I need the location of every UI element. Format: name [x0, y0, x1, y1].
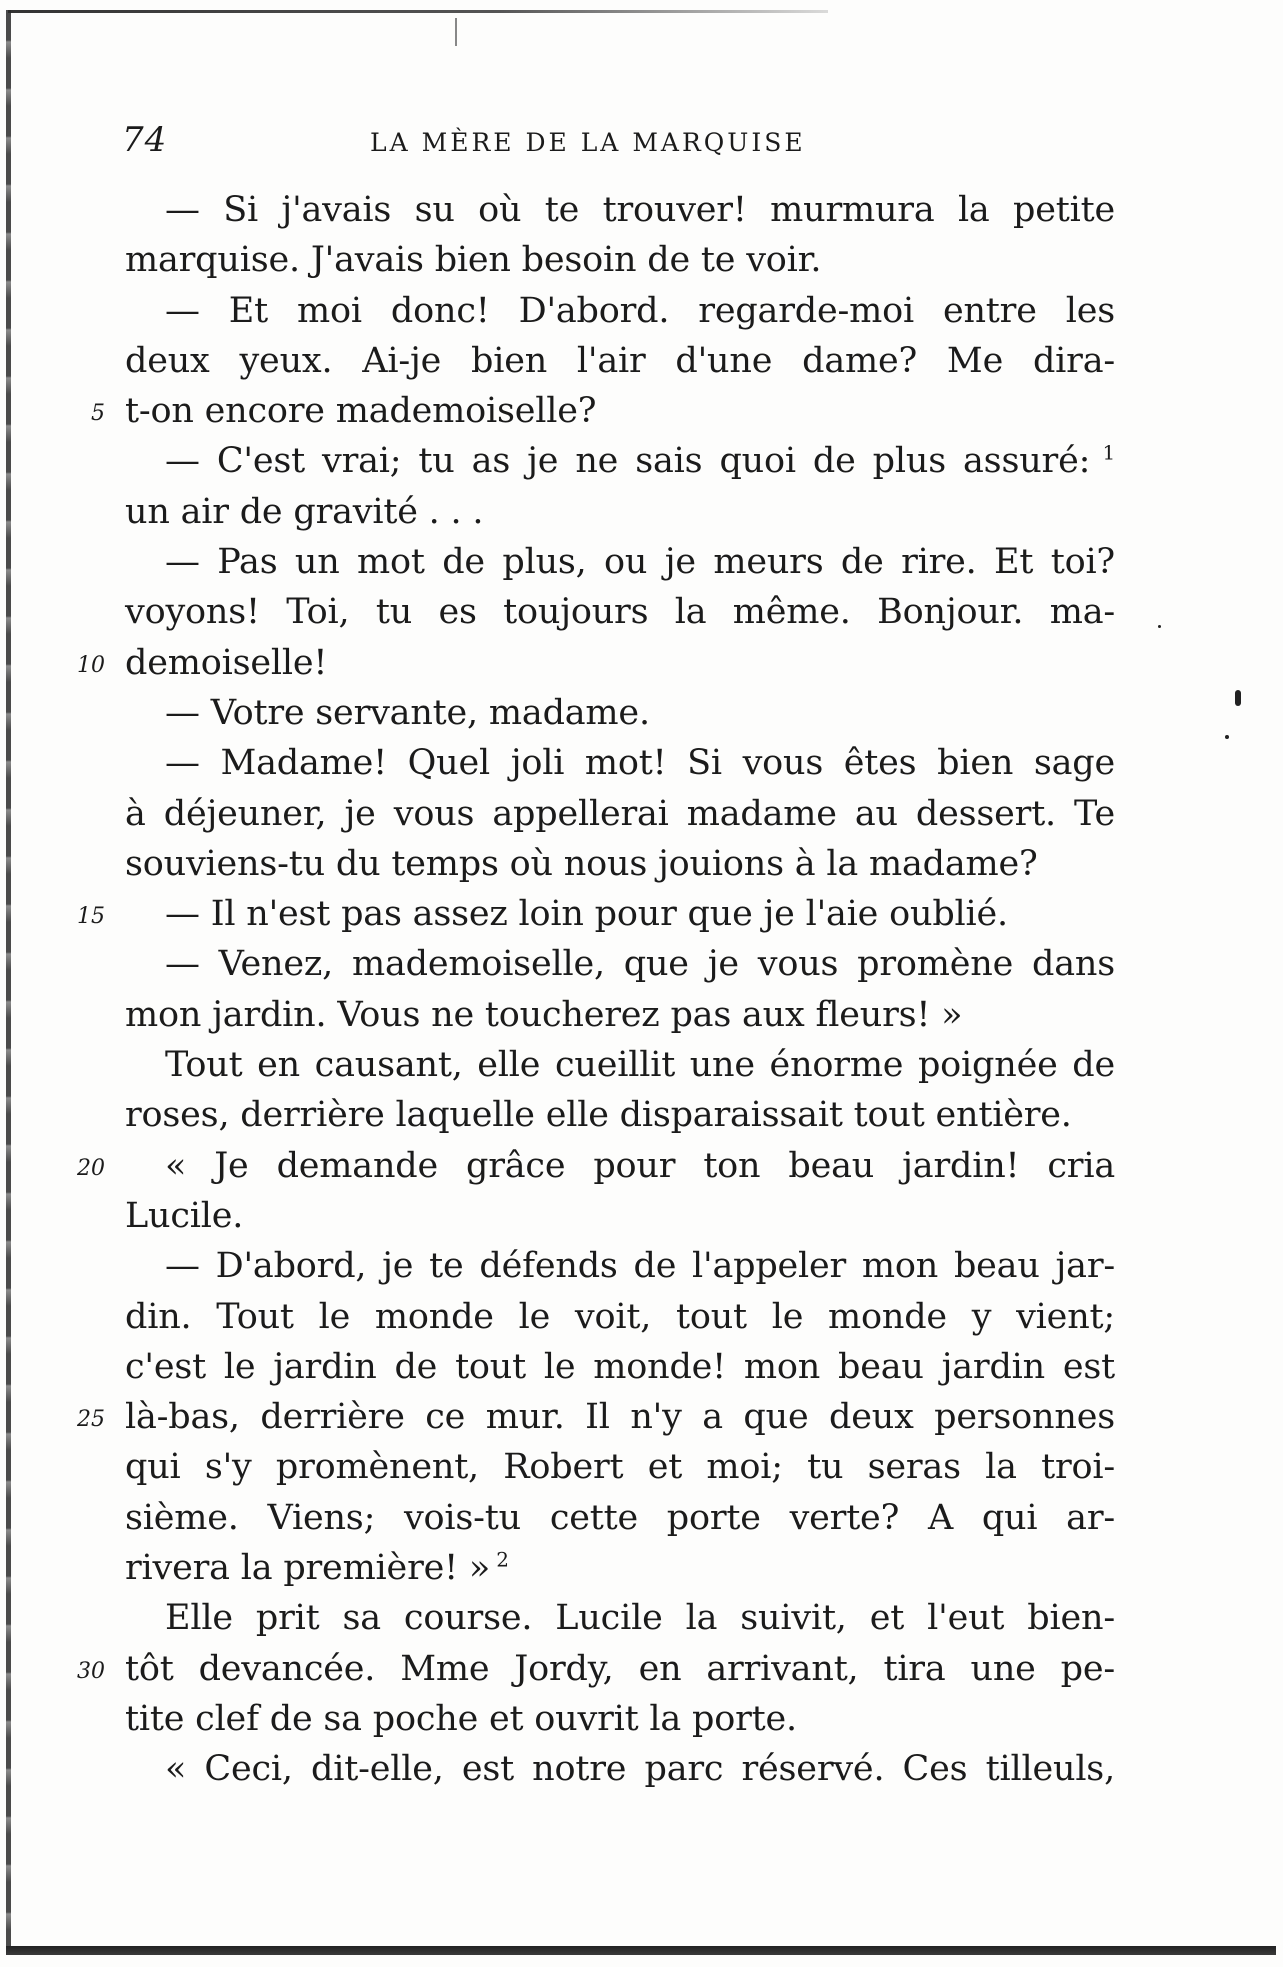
text-line	[125, 1241, 1115, 1291]
text-line	[125, 688, 1115, 738]
line-text	[125, 789, 1115, 839]
text-line	[125, 487, 1115, 537]
text-line	[125, 839, 1115, 889]
ink-speck	[1225, 735, 1229, 739]
line-text	[125, 839, 1115, 889]
line-text	[125, 738, 1115, 788]
footnote-marker: 1	[1090, 440, 1116, 465]
text-line	[125, 1342, 1115, 1392]
line-content: tite clef de sa poche et ouvrit la porte.	[125, 1698, 797, 1739]
line-content: tôt devancée. Mme Jordy, en arrivant, tira une pe-	[125, 1648, 1115, 1689]
line-text	[125, 1593, 1115, 1643]
line-number: 5	[91, 401, 105, 427]
line-content: — Il n'est pas assez loin pour que je l'aie oublié.	[165, 894, 1008, 935]
ink-speck	[1235, 690, 1241, 706]
text-line	[125, 185, 1115, 235]
line-content: t-on encore mademoiselle?	[125, 391, 597, 432]
line-content: rivera la première! »	[125, 1548, 491, 1589]
text-line	[125, 1090, 1115, 1140]
line-content: — Pas un mot de plus, ou je meurs de rire. Et toi?	[165, 542, 1115, 583]
text-line	[125, 1493, 1115, 1543]
line-text	[125, 286, 1115, 336]
line-text	[125, 1543, 1115, 1593]
running-head: LA MÈRE DE LA MARQUISE	[370, 128, 806, 157]
line-content: demoiselle!	[125, 642, 328, 683]
line-text	[125, 1442, 1115, 1492]
line-content: — Venez, mademoiselle, que je vous promène dans	[165, 944, 1115, 985]
line-content: à déjeuner, je vous appellerai madame au dessert. Te	[125, 793, 1115, 834]
text-line	[125, 789, 1115, 839]
line-content: — C'est vrai; tu as je ne sais quoi de plus assuré:	[165, 441, 1091, 482]
scan-edge-left	[6, 10, 11, 1950]
text-line	[125, 1694, 1115, 1744]
line-content: din. Tout le monde le voit, tout le monde y vient;	[125, 1296, 1115, 1337]
line-number: 25	[77, 1407, 105, 1433]
line-content: — Et moi donc! D'abord. regarde-moi entre les	[165, 290, 1115, 331]
text-line	[125, 286, 1115, 336]
line-content: c'est le jardin de tout le monde! mon beau jardin est	[125, 1346, 1115, 1387]
scan-mark	[455, 18, 465, 46]
line-content: roses, derrière laquelle elle disparaissait tout entière.	[125, 1095, 1072, 1136]
text-line	[125, 738, 1115, 788]
line-content: Lucile.	[125, 1195, 244, 1236]
line-content: deux yeux. Ai-je bien l'air d'une dame? Me dira-	[125, 340, 1115, 381]
text-line	[125, 587, 1115, 637]
line-content: — Si j'avais su où te trouver! murmura la petite	[165, 190, 1115, 230]
line-text	[125, 1694, 1115, 1744]
text-line	[77, 889, 1115, 939]
line-text	[125, 235, 1115, 285]
line-content: « Ceci, dit-elle, est notre parc réservé. Ces tilleuls,	[165, 1749, 1115, 1790]
line-text	[125, 1040, 1115, 1090]
text-line	[125, 537, 1115, 587]
line-text	[125, 1644, 1115, 1694]
line-text	[125, 1141, 1115, 1191]
line-text	[125, 185, 1115, 235]
line-number: 15	[77, 904, 105, 930]
line-content: marquise. J'avais bien besoin de te voir.	[125, 240, 822, 281]
line-text	[125, 638, 1115, 688]
line-content: — Votre servante, madame.	[165, 692, 650, 733]
footnote-marker: 2	[490, 1547, 509, 1572]
line-content: Tout en causant, elle cueillit une énorme poignée de	[165, 1045, 1115, 1086]
line-text	[125, 336, 1115, 386]
line-text	[125, 939, 1115, 989]
line-text	[125, 688, 1115, 738]
line-content: qui s'y promènent, Robert et moi; tu seras la troi-	[125, 1447, 1115, 1488]
text-line	[77, 1392, 1115, 1442]
line-content: mon jardin. Vous ne toucherez pas aux fleurs! »	[125, 994, 963, 1035]
text-line	[125, 1040, 1115, 1090]
text-line	[91, 386, 1115, 436]
line-text	[125, 587, 1115, 637]
line-text	[125, 1241, 1115, 1291]
scan-edge-top	[8, 10, 828, 13]
line-content: — Madame! Quel joli mot! Si vous êtes bien sage	[165, 743, 1115, 784]
line-content: un air de gravité . . .	[125, 491, 484, 532]
line-text	[125, 1342, 1115, 1392]
text-line	[77, 638, 1115, 688]
line-content: « Je demande grâce pour ton beau jardin! cria	[165, 1145, 1115, 1186]
text-line	[125, 235, 1115, 285]
line-number: 20	[77, 1155, 105, 1181]
line-content: sième. Viens; vois-tu cette porte verte? A qui ar-	[125, 1497, 1115, 1538]
line-content: souviens-tu du temps où nous jouions à la madame?	[125, 843, 1038, 884]
line-number: 30	[77, 1658, 105, 1684]
ink-speck	[1158, 625, 1161, 628]
text-line	[125, 939, 1115, 989]
text-line	[125, 1744, 1115, 1794]
line-text	[125, 1191, 1115, 1241]
scan-edge-bottom	[6, 1946, 1276, 1955]
text-line	[125, 336, 1115, 386]
line-content: voyons! Toi, tu es toujours la même. Bonjour. ma-	[125, 592, 1115, 633]
text-line	[77, 1644, 1115, 1694]
line-text	[125, 386, 1115, 436]
text-line	[125, 436, 1115, 486]
line-text	[125, 436, 1115, 486]
text-line	[125, 1292, 1115, 1342]
line-text	[125, 1292, 1115, 1342]
line-text	[125, 487, 1115, 537]
line-content: — D'abord, je te défends de l'appeler mon beau jar-	[165, 1246, 1115, 1287]
line-text	[125, 990, 1115, 1040]
line-text	[125, 1744, 1115, 1794]
line-content: là-bas, derrière ce mur. Il n'y a que deux personnes	[125, 1397, 1115, 1438]
page-number: 74	[122, 120, 168, 160]
text-line	[125, 990, 1115, 1040]
text-line	[77, 1141, 1115, 1191]
line-text	[125, 1090, 1115, 1140]
line-number: 10	[77, 652, 105, 678]
text-line	[125, 1442, 1115, 1492]
line-text	[125, 889, 1115, 939]
line-text	[125, 1493, 1115, 1543]
text-line	[125, 1593, 1115, 1643]
line-content: Elle prit sa course. Lucile la suivit, et l'eut bien-	[165, 1598, 1115, 1639]
line-text	[125, 537, 1115, 587]
text-line	[125, 1191, 1115, 1241]
line-text	[125, 1392, 1115, 1442]
body-text	[77, 185, 1116, 1795]
text-line	[125, 1543, 1115, 1593]
